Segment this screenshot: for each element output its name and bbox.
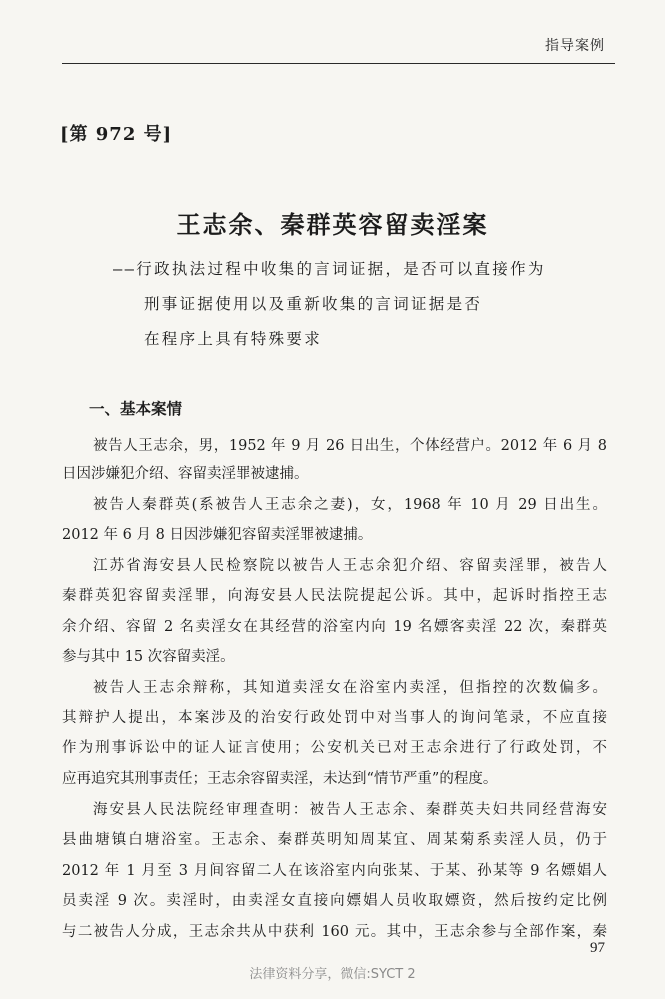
case-title: 王志余、秦群英容留卖淫案 — [176, 210, 489, 239]
body-line: 2012 年 6 月 8 日因涉嫌犯容留卖淫罪被逮捕。 — [62, 527, 373, 543]
case-number: [第 972 号] — [60, 124, 173, 145]
body-line: 被告人王志余辩称，其知道卖淫女在浴室内卖淫，但指控的次数偏多。 — [93, 680, 607, 696]
body-line: 江苏省海安县人民检察院以被告人王志余犯介绍、容留卖淫罪，被告人 — [93, 558, 607, 574]
body-line: 应再追究其刑事责任；王志余容留卖淫，未达到“情节严重”的程度。 — [62, 771, 498, 787]
watermark-text: 法律资料分享，微信:SYCT 2 — [249, 967, 416, 982]
body-line: 秦群英犯容留卖淫罪，向海安县人民法院提起公诉。其中，起诉时指控王志 — [62, 588, 607, 604]
subtitle-line: ——行政执法过程中收集的言词证据，是否可以直接作为 — [113, 260, 546, 278]
running-header-label: 指导案例 — [545, 38, 605, 54]
body-line: 其辩护人提出，本案涉及的治安行政处罚中对当事人的询问笔录，不应直接 — [62, 710, 607, 726]
subtitle-line: 刑事证据使用以及重新收集的言词证据是否 — [144, 295, 483, 313]
page-number: 97 — [590, 940, 605, 956]
body-line: 作为刑事诉讼中的证人证言使用；公安机关已对王志余进行了行政处罚，不 — [62, 740, 607, 756]
body-line: 县曲塘镇白塘浴室。王志余、秦群英明知周某宜、周某菊系卖淫人员，仍于 — [62, 832, 607, 848]
body-line: 余介绍、容留 2 名卖淫女在其经营的浴室内向 19 名嫖客卖淫 22 次，秦群英 — [62, 619, 607, 635]
body-line: 参与其中 15 次容留卖淫。 — [62, 649, 235, 665]
body-line: 与二被告人分成，王志余共从中获利 160 元。其中，王志余参与全部作案，秦 — [62, 924, 607, 940]
section-heading: 一、基本案情 — [89, 400, 183, 418]
subtitle-line: 在程序上具有特殊要求 — [144, 330, 323, 348]
body-line: 日因涉嫌犯介绍、容留卖淫罪被逮捕。 — [62, 466, 309, 482]
body-line: 员卖淫 9 次。卖淫时，由卖淫女直接向嫖娼人员收取嫖资，然后按约定比例 — [62, 893, 607, 909]
header-rule — [62, 63, 615, 64]
body-line: 海安县人民法院经审理查明：被告人王志余、秦群英夫妇共同经营海安 — [93, 802, 607, 818]
body-line: 2012 年 1 月至 3 月间容留二人在该浴室内向张某、于某、孙某等 9 名嫖娼人 — [62, 863, 607, 879]
body-line: 被告人秦群英(系被告人王志余之妻)，女，1968 年 10 月 29 日出生。 — [93, 497, 607, 513]
body-line: 被告人王志余，男，1952 年 9 月 26 日出生，个体经营户。2012 年 6 月 8 — [93, 438, 607, 454]
